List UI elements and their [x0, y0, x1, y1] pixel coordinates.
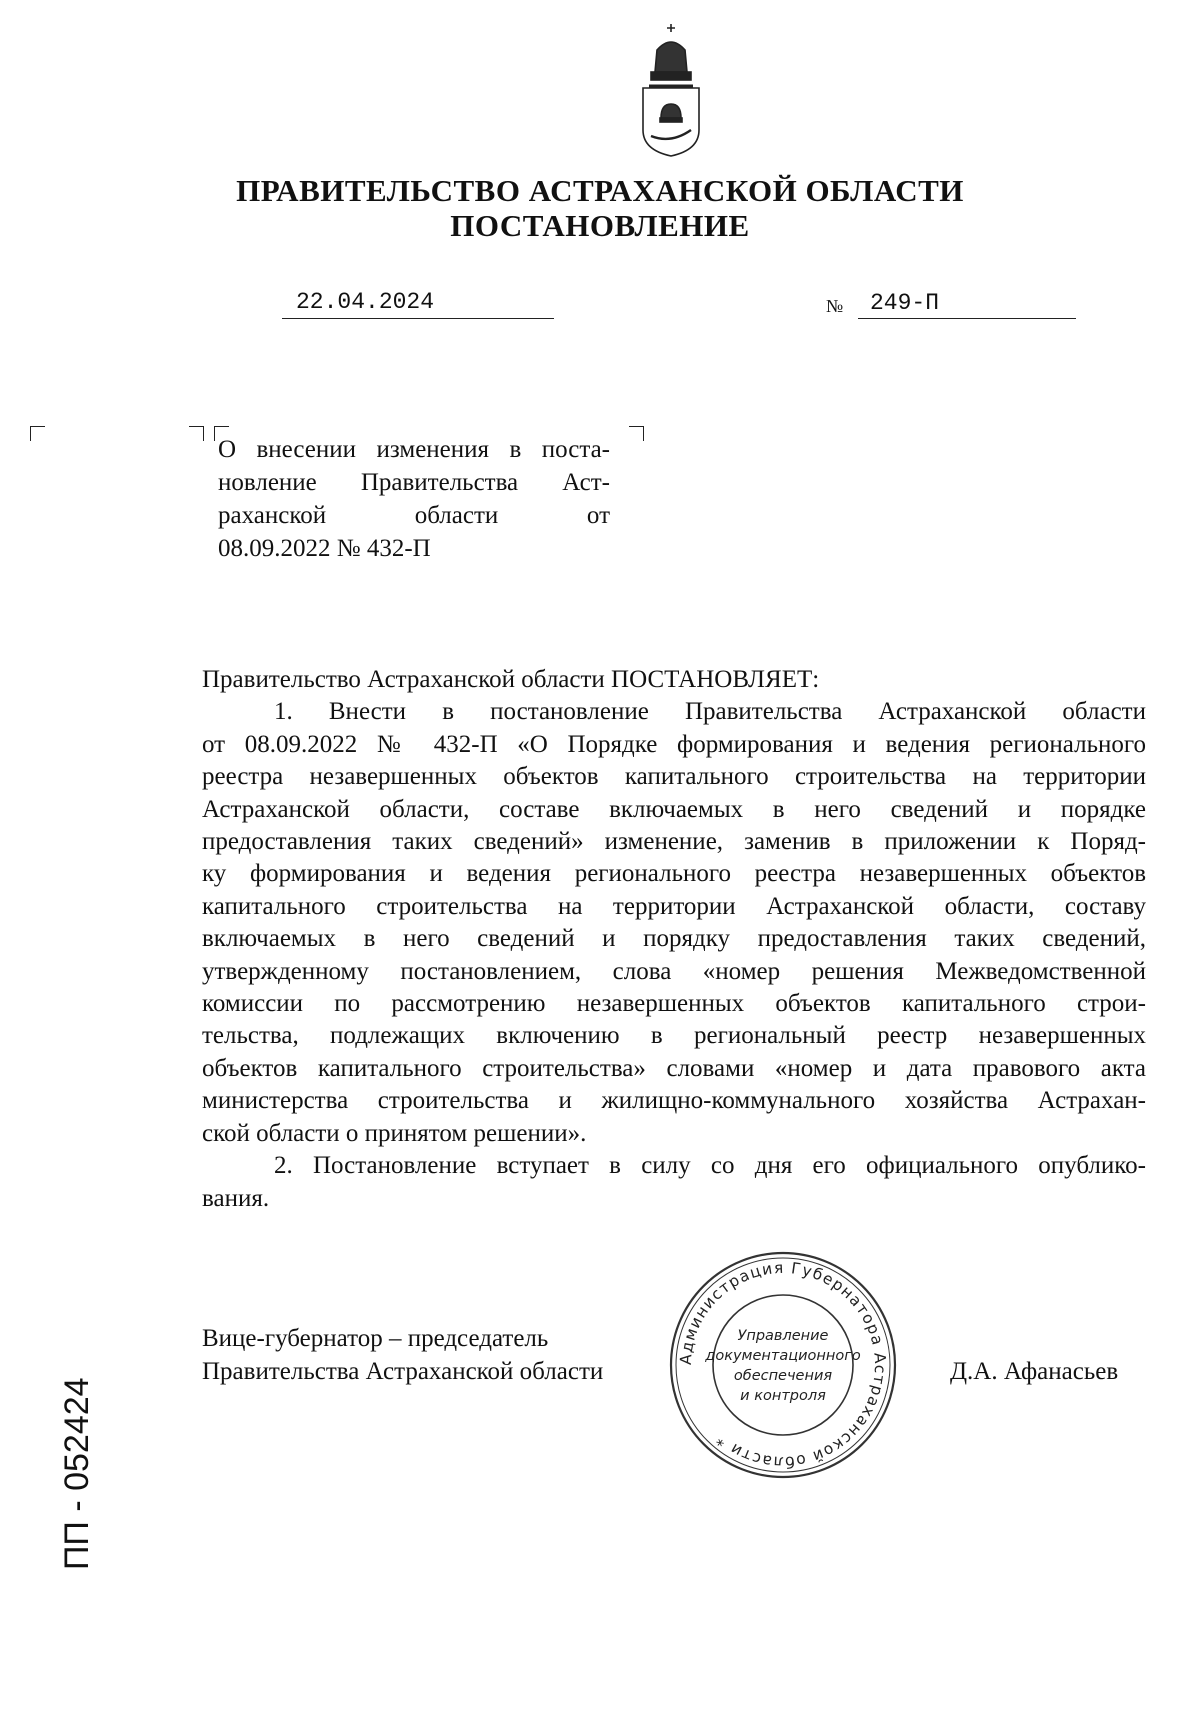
paragraph-2-line: вания.	[202, 1184, 270, 1212]
stamp-inner-line: Управление	[737, 1328, 829, 1344]
coat-of-arms-emblem	[635, 20, 707, 158]
document-body	[202, 664, 1146, 1215]
paragraph-1-line: тельства, подлежащих включению в региональный реестр незавершенных	[202, 1022, 1146, 1050]
subject-line: раханской области от	[218, 502, 610, 529]
paragraph-1-line: ской области о принятом решении».	[202, 1119, 587, 1147]
stamp-inner-line: документационного	[705, 1348, 861, 1364]
official-stamp	[668, 1250, 898, 1480]
document-number: 249-П	[870, 290, 940, 316]
doc-type-title: ПОСТАНОВЛЕНИЕ	[450, 208, 750, 243]
paragraph-1-line: ку формирования и ведения регионального реестра незавершенных объектов	[202, 860, 1146, 888]
svg-text:Администрация Губернатора Астр	[677, 1259, 889, 1471]
position-line: Правительства Астраханской области	[202, 1358, 604, 1385]
corner-mark-left	[30, 426, 45, 441]
subject-line: 08.09.2022 № 432-П	[218, 535, 431, 562]
paragraph-1-line: капитального строительства на территории Астраханской области, составу	[202, 892, 1146, 920]
number-label: №	[826, 296, 844, 316]
paragraph-1-line: министерства строительства и жилищно-коммунального хозяйства Астрахан-	[202, 1087, 1146, 1115]
paragraph-1-line: Астраханской области, составе включаемых в него сведений и порядке	[202, 795, 1146, 823]
signatory-position	[202, 1322, 603, 1388]
org-title: ПРАВИТЕЛЬСТВО АСТРАХАНСКОЙ ОБЛАСТИ	[236, 173, 964, 208]
stamp-outer-text: Администрация Губернатора Астраханской области *	[676, 1258, 890, 1472]
paragraph-1-line: предоставления таких сведений» изменение, заменив в приложении к Поряд-	[202, 828, 1146, 856]
document-date: 22.04.2024	[296, 289, 435, 315]
paragraph-1-line: включаемых в него сведений и порядку предоставления таких сведений,	[202, 925, 1146, 953]
intro-line: Правительство Астраханской области ПОСТАНОВЛЯЕТ:	[202, 666, 820, 693]
corner-mark-subject-left-outer	[189, 426, 204, 441]
paragraph-1-line: от 08.09.2022 № 432-П «О Порядке формирования и ведения регионального	[202, 730, 1146, 758]
position-line: Вице-губернатор – председатель	[202, 1325, 549, 1352]
stamp-inner-line: обеспечения	[733, 1368, 833, 1384]
paragraph-1-line: реестра незавершенных объектов капитального строительства на территории	[202, 763, 1146, 791]
paragraph-1-line: утвержденному постановлением, слова «номер решения Межведомственной	[202, 957, 1146, 985]
signatory-name: Д.А. Афанасьев	[950, 1358, 1119, 1385]
number-underline	[858, 318, 1076, 319]
corner-mark-subject-right	[629, 426, 644, 441]
stamp-inner-line: и контроля	[740, 1388, 826, 1404]
side-registration-mark: ПП - 052424	[58, 1377, 96, 1570]
paragraph-1-line: объектов капитального строительства» словами «номер и дата правового акта	[202, 1054, 1146, 1082]
paragraph-2-line: 2. Постановление вступает в силу со дня его официального опублико-	[274, 1152, 1146, 1180]
paragraph-1-line: 1. Внести в постановление Правительства Астраханской области	[274, 698, 1146, 726]
subject-line: новление Правительства Аст-	[218, 469, 610, 496]
subject-block	[218, 433, 610, 565]
subject-line: О внесении изменения в поста-	[218, 436, 610, 463]
date-underline	[282, 318, 554, 319]
paragraph-1-line: комиссии по рассмотрению незавершенных объектов капитального строи-	[202, 990, 1146, 1018]
